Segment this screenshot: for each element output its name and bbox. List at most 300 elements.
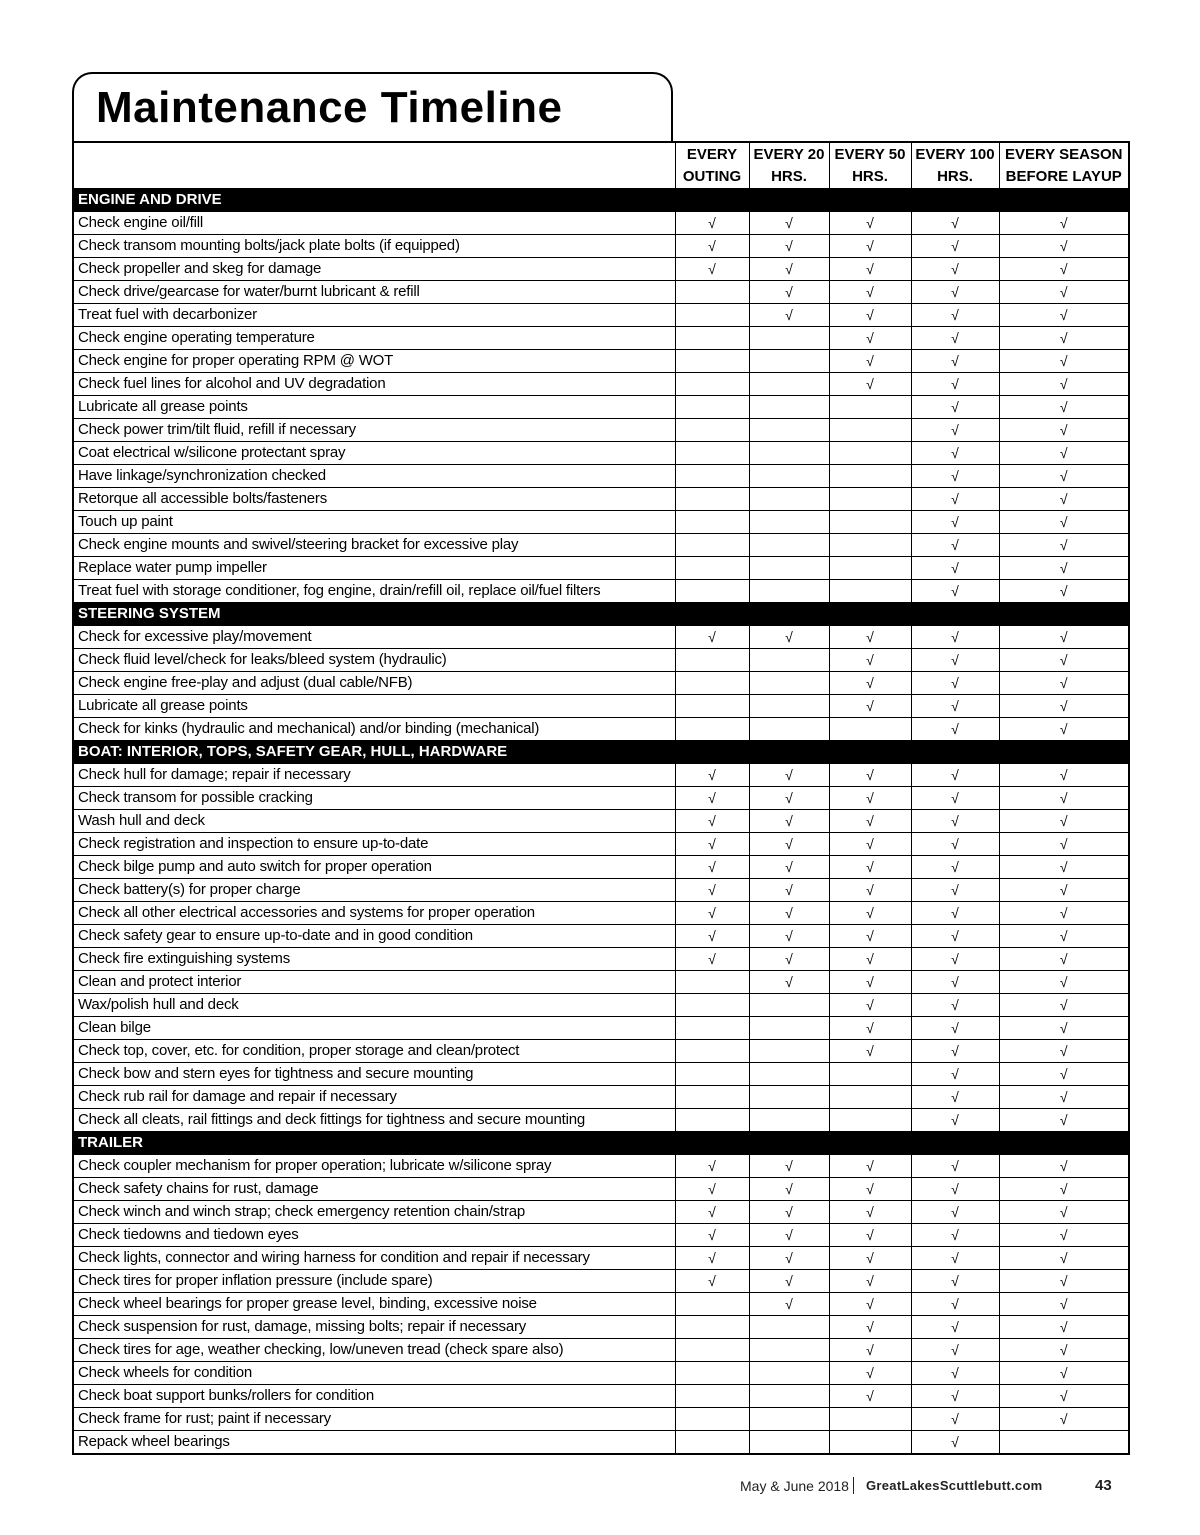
check-mark-cell: √ (675, 856, 749, 879)
task-cell: Check transom for possible cracking (73, 787, 675, 810)
table-row (73, 1431, 1129, 1455)
empty-cell (749, 1086, 829, 1109)
empty-cell (749, 419, 829, 442)
check-mark-cell: √ (999, 1316, 1129, 1339)
task-cell: Check engine mounts and swivel/steering bracket for excessive play (73, 534, 675, 557)
task-cell: Check lights, connector and wiring harness for condition and repair if necessary (73, 1247, 675, 1270)
check-mark-cell: √ (911, 1086, 999, 1109)
section-header-row (73, 741, 1129, 764)
check-mark-cell: √ (675, 212, 749, 235)
check-mark-cell: √ (911, 879, 999, 902)
task-cell: Check fuel lines for alcohol and UV degradation (73, 373, 675, 396)
check-mark-cell: √ (675, 948, 749, 971)
task-cell: Check engine operating temperature (73, 327, 675, 350)
check-mark-cell: √ (911, 304, 999, 327)
table-row (73, 626, 1129, 649)
empty-cell (675, 1362, 749, 1385)
check-mark-cell: √ (911, 1201, 999, 1224)
check-mark-cell: √ (749, 1224, 829, 1247)
check-mark-cell: √ (749, 1178, 829, 1201)
check-mark-cell: √ (749, 948, 829, 971)
task-cell: Check for kinks (hydraulic and mechanical) and/or binding (mechanical) (73, 718, 675, 741)
task-cell: Treat fuel with storage conditioner, fog engine, drain/refill oil, replace oil/fuel filters (73, 580, 675, 603)
check-mark-cell: √ (829, 235, 911, 258)
check-mark-cell: √ (999, 465, 1129, 488)
check-mark-cell: √ (911, 419, 999, 442)
check-mark-cell: √ (749, 833, 829, 856)
empty-cell (749, 718, 829, 741)
empty-cell (675, 1109, 749, 1132)
check-mark-cell: √ (675, 1155, 749, 1178)
table-row (73, 327, 1129, 350)
table-row (73, 488, 1129, 511)
empty-cell (829, 557, 911, 580)
check-mark-cell: √ (911, 672, 999, 695)
check-mark-cell: √ (911, 557, 999, 580)
check-mark-cell: √ (829, 1201, 911, 1224)
empty-cell (675, 442, 749, 465)
empty-cell (675, 718, 749, 741)
column-header: EVERY 100 HRS. (911, 142, 999, 189)
table-row (73, 1178, 1129, 1201)
check-mark-cell: √ (749, 235, 829, 258)
check-mark-cell: √ (911, 1270, 999, 1293)
empty-cell (749, 1040, 829, 1063)
column-header: EVERY OUTING (675, 142, 749, 189)
page-number: 43 (1095, 1477, 1112, 1494)
column-header: EVERY 50 HRS. (829, 142, 911, 189)
section-header-row (73, 603, 1129, 626)
check-mark-cell: √ (829, 258, 911, 281)
check-mark-cell: √ (829, 373, 911, 396)
task-cell: Check all other electrical accessories and systems for proper operation (73, 902, 675, 925)
empty-cell (749, 1316, 829, 1339)
check-mark-cell: √ (911, 994, 999, 1017)
check-mark-cell: √ (675, 1224, 749, 1247)
check-mark-cell: √ (911, 1109, 999, 1132)
empty-cell (749, 465, 829, 488)
check-mark-cell: √ (999, 879, 1129, 902)
table-row (73, 764, 1129, 787)
empty-cell (749, 1017, 829, 1040)
task-cell: Check for excessive play/movement (73, 626, 675, 649)
check-mark-cell: √ (749, 258, 829, 281)
table-row (73, 718, 1129, 741)
check-mark-cell: √ (829, 833, 911, 856)
check-mark-cell: √ (911, 281, 999, 304)
empty-cell (829, 419, 911, 442)
check-mark-cell: √ (911, 902, 999, 925)
table-row (73, 511, 1129, 534)
section-header-row (73, 1132, 1129, 1155)
table-row (73, 787, 1129, 810)
empty-cell (675, 1316, 749, 1339)
task-cell: Check wheels for condition (73, 1362, 675, 1385)
task-cell: Check tiedowns and tiedown eyes (73, 1224, 675, 1247)
check-mark-cell: √ (911, 212, 999, 235)
empty-cell (749, 649, 829, 672)
check-mark-cell: √ (999, 994, 1129, 1017)
task-cell: Check bilge pump and auto switch for proper operation (73, 856, 675, 879)
empty-cell (829, 488, 911, 511)
empty-cell (829, 1109, 911, 1132)
table-row (73, 925, 1129, 948)
empty-cell (749, 1385, 829, 1408)
table-row (73, 1293, 1129, 1316)
table-row (73, 1408, 1129, 1431)
task-column-header (73, 142, 675, 189)
check-mark-cell: √ (829, 1385, 911, 1408)
table-row (73, 442, 1129, 465)
empty-cell (829, 580, 911, 603)
empty-cell (749, 350, 829, 373)
table-row (73, 1270, 1129, 1293)
check-mark-cell: √ (911, 511, 999, 534)
empty-cell (675, 1017, 749, 1040)
task-cell: Wash hull and deck (73, 810, 675, 833)
check-mark-cell: √ (911, 1224, 999, 1247)
empty-cell (749, 511, 829, 534)
task-cell: Check engine free-play and adjust (dual cable/NFB) (73, 672, 675, 695)
check-mark-cell: √ (911, 695, 999, 718)
empty-cell (749, 1109, 829, 1132)
check-mark-cell: √ (911, 442, 999, 465)
table-row (73, 1201, 1129, 1224)
table-row (73, 304, 1129, 327)
section-title: TRAILER (73, 1132, 1129, 1155)
check-mark-cell: √ (749, 1155, 829, 1178)
table-row (73, 1385, 1129, 1408)
task-cell: Repack wheel bearings (73, 1431, 675, 1455)
maintenance-table (72, 141, 1130, 1455)
empty-cell (675, 327, 749, 350)
check-mark-cell: √ (749, 281, 829, 304)
check-mark-cell: √ (675, 879, 749, 902)
check-mark-cell: √ (675, 626, 749, 649)
task-cell: Check rub rail for damage and repair if necessary (73, 1086, 675, 1109)
check-mark-cell: √ (999, 948, 1129, 971)
empty-cell (749, 1362, 829, 1385)
table-row (73, 1109, 1129, 1132)
title-tab (72, 72, 673, 142)
empty-cell (675, 304, 749, 327)
table-row (73, 281, 1129, 304)
table-row (73, 235, 1129, 258)
check-mark-cell: √ (675, 258, 749, 281)
task-cell: Check drive/gearcase for water/burnt lubricant & refill (73, 281, 675, 304)
empty-cell (749, 580, 829, 603)
check-mark-cell: √ (999, 1293, 1129, 1316)
check-mark-cell: √ (911, 1040, 999, 1063)
task-cell: Retorque all accessible bolts/fasteners (73, 488, 675, 511)
table-row (73, 350, 1129, 373)
empty-cell (749, 534, 829, 557)
task-cell: Lubricate all grease points (73, 396, 675, 419)
check-mark-cell: √ (829, 994, 911, 1017)
check-mark-cell: √ (749, 902, 829, 925)
empty-cell (675, 419, 749, 442)
empty-cell (675, 465, 749, 488)
task-cell: Check coupler mechanism for proper operation; lubricate w/silicone spray (73, 1155, 675, 1178)
check-mark-cell: √ (675, 810, 749, 833)
check-mark-cell: √ (999, 1178, 1129, 1201)
task-cell: Wax/polish hull and deck (73, 994, 675, 1017)
empty-cell (829, 534, 911, 557)
check-mark-cell: √ (911, 833, 999, 856)
check-mark-cell: √ (675, 1270, 749, 1293)
table-row (73, 695, 1129, 718)
check-mark-cell: √ (911, 258, 999, 281)
empty-cell (999, 1431, 1129, 1455)
empty-cell (675, 672, 749, 695)
check-mark-cell: √ (829, 1339, 911, 1362)
table-row (73, 879, 1129, 902)
check-mark-cell: √ (999, 1063, 1129, 1086)
empty-cell (675, 1408, 749, 1431)
check-mark-cell: √ (999, 396, 1129, 419)
check-mark-cell: √ (829, 764, 911, 787)
check-mark-cell: √ (999, 235, 1129, 258)
empty-cell (829, 511, 911, 534)
check-mark-cell: √ (829, 1247, 911, 1270)
empty-cell (829, 1431, 911, 1455)
check-mark-cell: √ (999, 626, 1129, 649)
check-mark-cell: √ (675, 1247, 749, 1270)
task-cell: Check transom mounting bolts/jack plate bolts (if equipped) (73, 235, 675, 258)
check-mark-cell: √ (749, 1201, 829, 1224)
check-mark-cell: √ (829, 902, 911, 925)
table-row (73, 580, 1129, 603)
empty-cell (829, 718, 911, 741)
empty-cell (829, 465, 911, 488)
check-mark-cell: √ (749, 971, 829, 994)
check-mark-cell: √ (911, 580, 999, 603)
table-row (73, 1362, 1129, 1385)
empty-cell (675, 994, 749, 1017)
check-mark-cell: √ (829, 810, 911, 833)
check-mark-cell: √ (911, 534, 999, 557)
check-mark-cell: √ (999, 971, 1129, 994)
check-mark-cell: √ (999, 695, 1129, 718)
check-mark-cell: √ (999, 511, 1129, 534)
check-mark-cell: √ (749, 626, 829, 649)
check-mark-cell: √ (911, 764, 999, 787)
check-mark-cell: √ (829, 304, 911, 327)
check-mark-cell: √ (999, 833, 1129, 856)
check-mark-cell: √ (911, 1339, 999, 1362)
check-mark-cell: √ (829, 327, 911, 350)
check-mark-cell: √ (911, 327, 999, 350)
empty-cell (675, 534, 749, 557)
task-cell: Check suspension for rust, damage, missing bolts; repair if necessary (73, 1316, 675, 1339)
check-mark-cell: √ (999, 350, 1129, 373)
task-cell: Check fluid level/check for leaks/bleed system (hydraulic) (73, 649, 675, 672)
check-mark-cell: √ (829, 281, 911, 304)
check-mark-cell: √ (999, 1017, 1129, 1040)
check-mark-cell: √ (749, 1270, 829, 1293)
check-mark-cell: √ (749, 1247, 829, 1270)
check-mark-cell: √ (999, 649, 1129, 672)
check-mark-cell: √ (829, 350, 911, 373)
check-mark-cell: √ (829, 856, 911, 879)
check-mark-cell: √ (749, 925, 829, 948)
check-mark-cell: √ (829, 1017, 911, 1040)
task-cell: Check safety chains for rust, damage (73, 1178, 675, 1201)
task-cell: Check all cleats, rail fittings and deck fittings for tightness and secure mounting (73, 1109, 675, 1132)
check-mark-cell: √ (749, 810, 829, 833)
check-mark-cell: √ (829, 787, 911, 810)
check-mark-cell: √ (999, 1408, 1129, 1431)
check-mark-cell: √ (999, 580, 1129, 603)
issue-date: May & June 2018 (740, 1478, 849, 1494)
check-mark-cell: √ (675, 787, 749, 810)
check-mark-cell: √ (999, 925, 1129, 948)
check-mark-cell: √ (999, 810, 1129, 833)
check-mark-cell: √ (749, 304, 829, 327)
section-header-row (73, 189, 1129, 212)
check-mark-cell: √ (911, 1431, 999, 1455)
check-mark-cell: √ (829, 1293, 911, 1316)
empty-cell (829, 1086, 911, 1109)
check-mark-cell: √ (675, 764, 749, 787)
check-mark-cell: √ (999, 1155, 1129, 1178)
check-mark-cell: √ (999, 1385, 1129, 1408)
check-mark-cell: √ (911, 396, 999, 419)
check-mark-cell: √ (911, 350, 999, 373)
check-mark-cell: √ (999, 304, 1129, 327)
check-mark-cell: √ (999, 373, 1129, 396)
check-mark-cell: √ (829, 1040, 911, 1063)
empty-cell (675, 1431, 749, 1455)
check-mark-cell: √ (999, 258, 1129, 281)
task-cell: Clean bilge (73, 1017, 675, 1040)
check-mark-cell: √ (999, 442, 1129, 465)
check-mark-cell: √ (999, 488, 1129, 511)
task-cell: Check tires for age, weather checking, low/uneven tread (check spare also) (73, 1339, 675, 1362)
check-mark-cell: √ (911, 856, 999, 879)
task-cell: Check wheel bearings for proper grease level, binding, excessive noise (73, 1293, 675, 1316)
table-row (73, 1063, 1129, 1086)
check-mark-cell: √ (911, 488, 999, 511)
empty-cell (675, 1293, 749, 1316)
check-mark-cell: √ (999, 1362, 1129, 1385)
empty-cell (829, 442, 911, 465)
table-row (73, 258, 1129, 281)
check-mark-cell: √ (829, 695, 911, 718)
empty-cell (749, 396, 829, 419)
check-mark-cell: √ (911, 649, 999, 672)
check-mark-cell: √ (829, 1155, 911, 1178)
check-mark-cell: √ (829, 649, 911, 672)
check-mark-cell: √ (999, 1109, 1129, 1132)
empty-cell (749, 672, 829, 695)
empty-cell (829, 396, 911, 419)
page-title: Maintenance Timeline (96, 83, 563, 132)
check-mark-cell: √ (999, 764, 1129, 787)
table-row (73, 465, 1129, 488)
empty-cell (749, 695, 829, 718)
empty-cell (829, 1063, 911, 1086)
check-mark-cell: √ (675, 925, 749, 948)
check-mark-cell: √ (999, 1201, 1129, 1224)
check-mark-cell: √ (829, 1178, 911, 1201)
check-mark-cell: √ (999, 718, 1129, 741)
task-cell: Check top, cover, etc. for condition, proper storage and clean/protect (73, 1040, 675, 1063)
check-mark-cell: √ (999, 1040, 1129, 1063)
task-cell: Check registration and inspection to ensure up-to-date (73, 833, 675, 856)
table-row (73, 971, 1129, 994)
task-cell: Check bow and stern eyes for tightness and secure mounting (73, 1063, 675, 1086)
check-mark-cell: √ (911, 1316, 999, 1339)
check-mark-cell: √ (911, 1247, 999, 1270)
empty-cell (749, 1063, 829, 1086)
task-cell: Check boat support bunks/rollers for condition (73, 1385, 675, 1408)
task-cell: Check winch and winch strap; check emergency retention chain/strap (73, 1201, 675, 1224)
table-row (73, 1316, 1129, 1339)
check-mark-cell: √ (999, 787, 1129, 810)
check-mark-cell: √ (749, 1293, 829, 1316)
task-cell: Check power trim/tilt fluid, refill if necessary (73, 419, 675, 442)
check-mark-cell: √ (999, 281, 1129, 304)
empty-cell (675, 511, 749, 534)
check-mark-cell: √ (999, 419, 1129, 442)
check-mark-cell: √ (999, 1247, 1129, 1270)
table-row (73, 534, 1129, 557)
table-row (73, 856, 1129, 879)
table-row (73, 1017, 1129, 1040)
table-row (73, 672, 1129, 695)
check-mark-cell: √ (829, 212, 911, 235)
table-row (73, 1224, 1129, 1247)
table-row (73, 212, 1129, 235)
check-mark-cell: √ (829, 1362, 911, 1385)
empty-cell (675, 1063, 749, 1086)
task-cell: Treat fuel with decarbonizer (73, 304, 675, 327)
table-row (73, 649, 1129, 672)
empty-cell (675, 488, 749, 511)
table-row (73, 1339, 1129, 1362)
empty-cell (749, 994, 829, 1017)
check-mark-cell: √ (999, 327, 1129, 350)
table-row (73, 833, 1129, 856)
empty-cell (749, 557, 829, 580)
task-cell: Check engine oil/fill (73, 212, 675, 235)
empty-cell (675, 557, 749, 580)
empty-cell (675, 695, 749, 718)
empty-cell (829, 1408, 911, 1431)
footer-divider (853, 1477, 854, 1494)
check-mark-cell: √ (999, 1270, 1129, 1293)
table-row (73, 557, 1129, 580)
check-mark-cell: √ (999, 902, 1129, 925)
empty-cell (675, 1385, 749, 1408)
task-cell: Clean and protect interior (73, 971, 675, 994)
empty-cell (675, 1339, 749, 1362)
empty-cell (749, 373, 829, 396)
table-row (73, 810, 1129, 833)
task-cell: Touch up paint (73, 511, 675, 534)
empty-cell (675, 1086, 749, 1109)
table-row (73, 994, 1129, 1017)
check-mark-cell: √ (999, 1339, 1129, 1362)
task-cell: Check frame for rust; paint if necessary (73, 1408, 675, 1431)
check-mark-cell: √ (749, 787, 829, 810)
table-row (73, 1086, 1129, 1109)
check-mark-cell: √ (911, 810, 999, 833)
empty-cell (749, 488, 829, 511)
check-mark-cell: √ (675, 833, 749, 856)
empty-cell (675, 350, 749, 373)
